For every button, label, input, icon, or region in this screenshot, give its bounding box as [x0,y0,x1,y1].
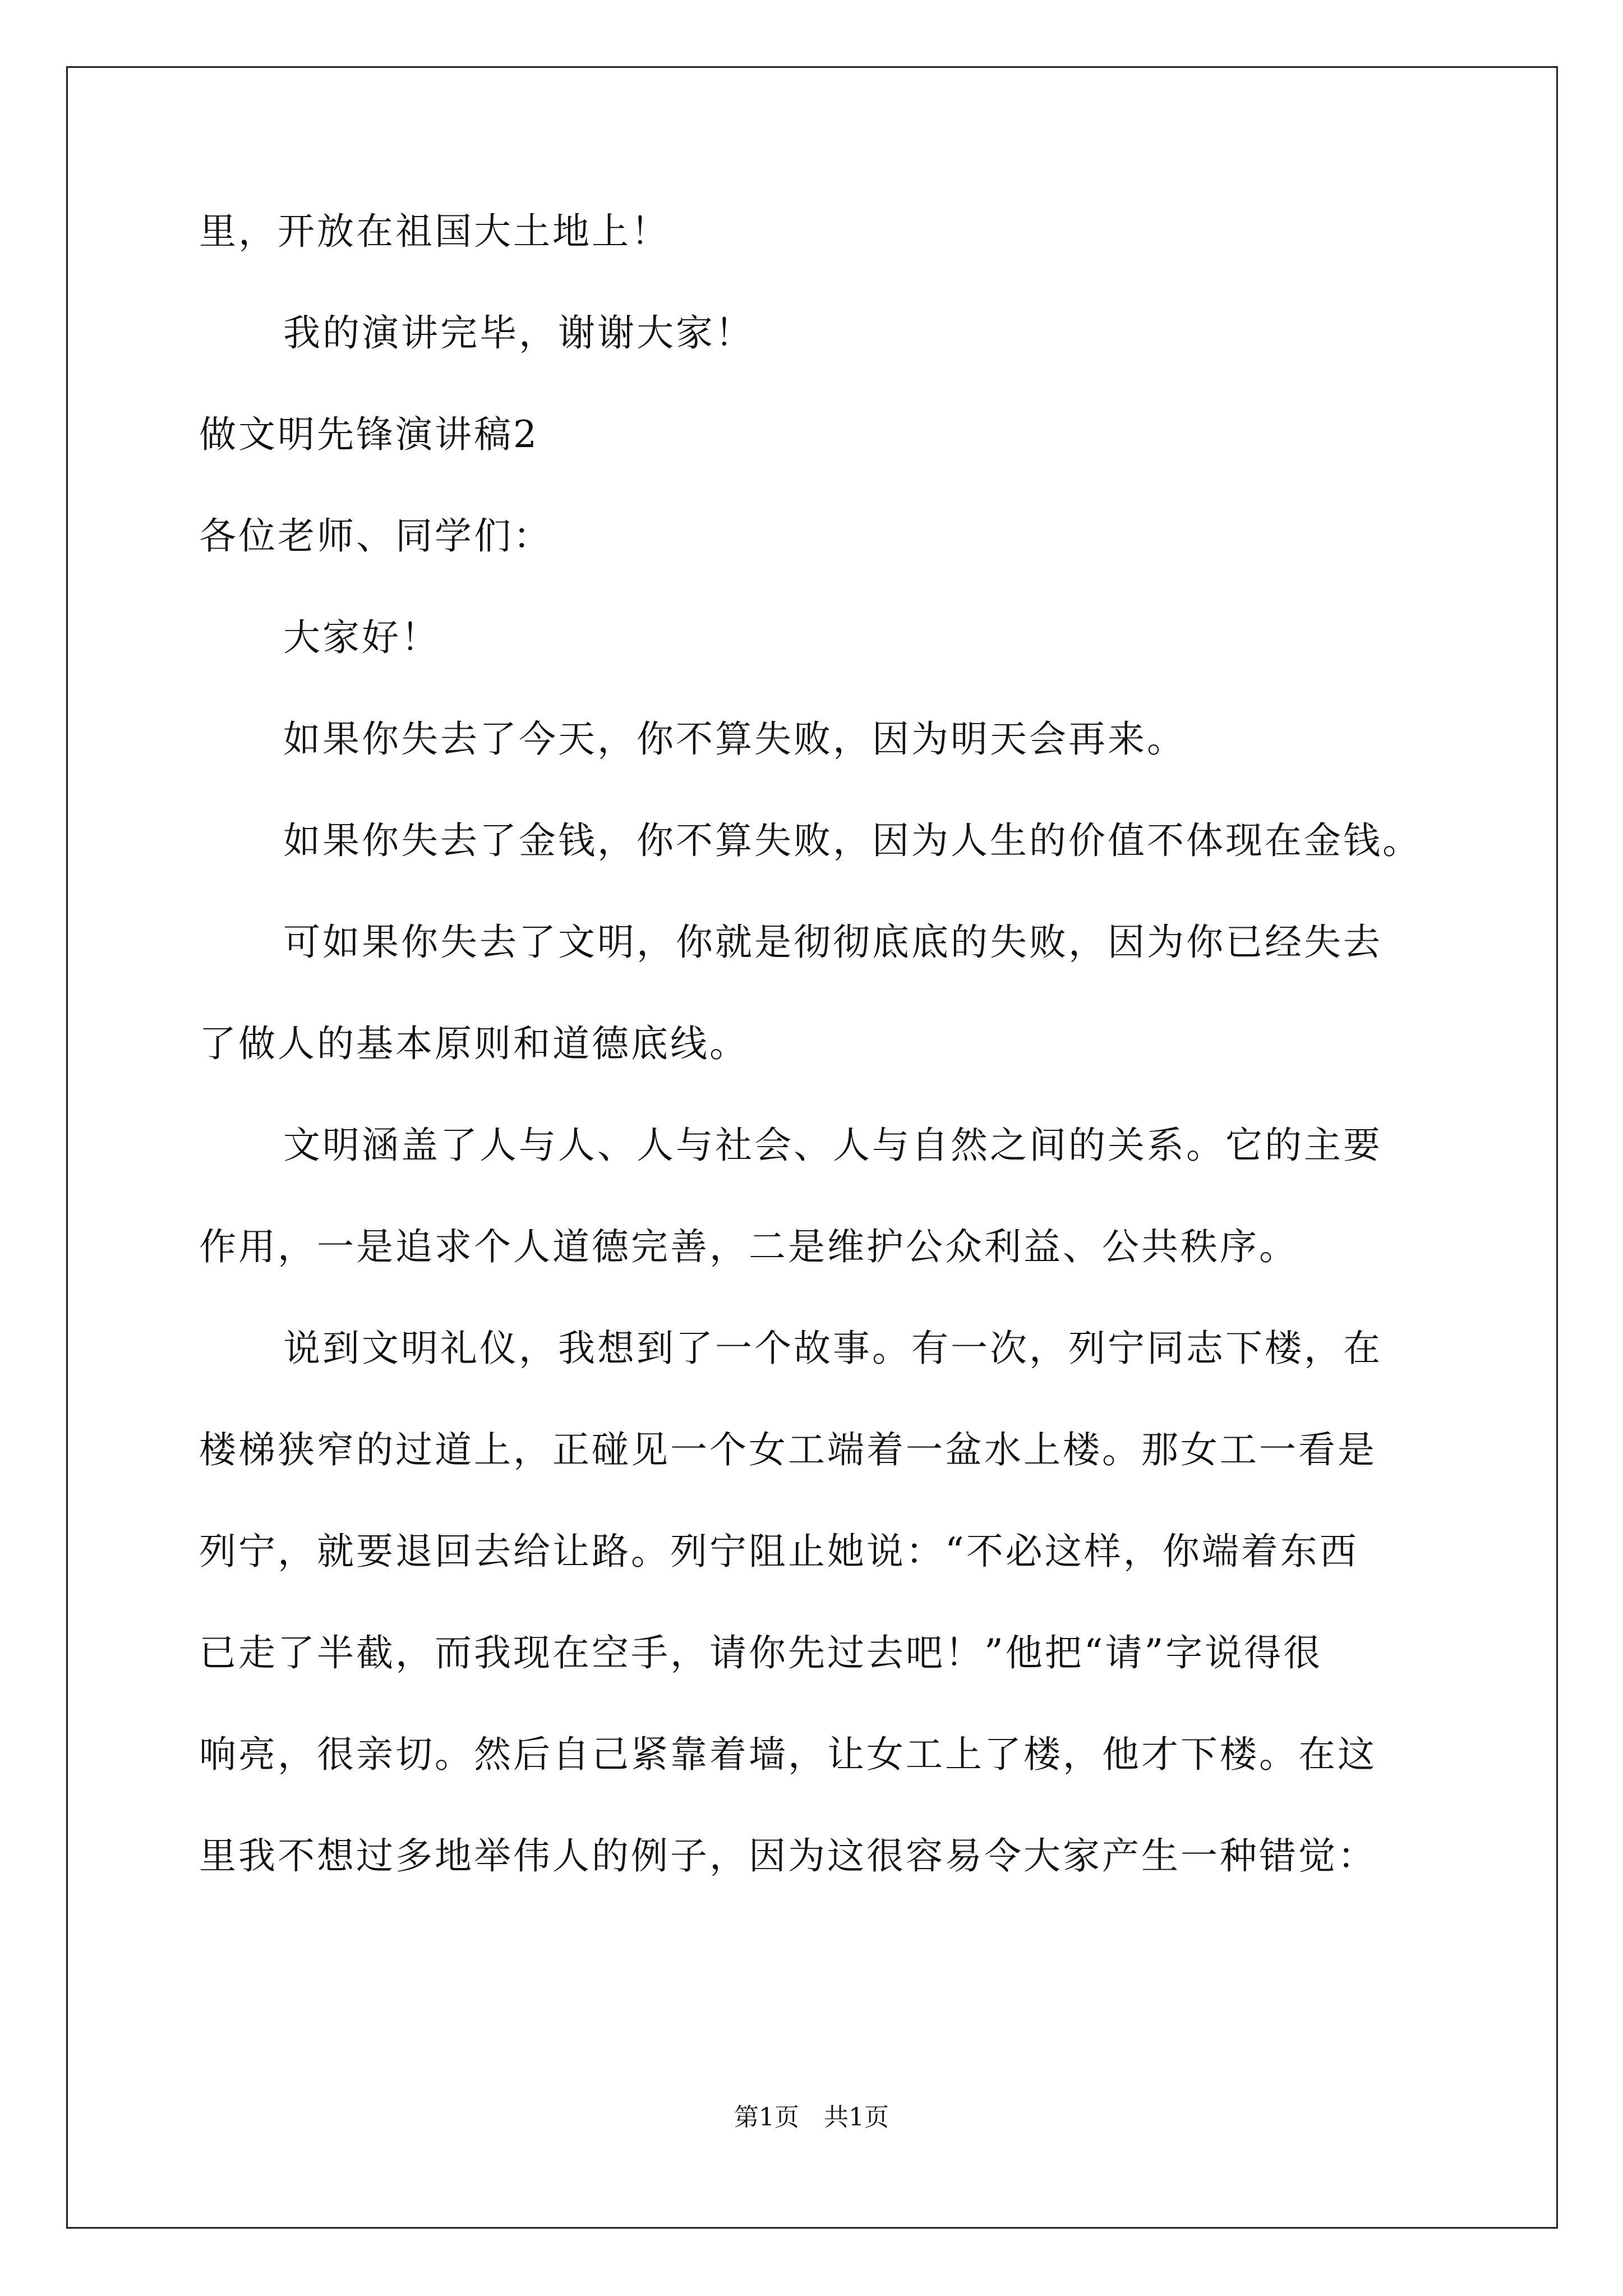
document-body [199,210,1444,1939]
text-line: 我的演讲完毕，谢谢大家！ [283,311,754,355]
text-line: 文明涵盖了人与人、人与社会、人与自然之间的关系。它的主要 [283,1124,1382,1167]
text-line: 楼梯狭窄的过道上，正碰见一个女工端着一盆水上楼。那女工一看是 [199,1428,1377,1471]
text-line: 列宁，就要退回去给让路。列宁阻止她说：“不必这样，你端着东西 [199,1530,1359,1573]
text-line: 了做人的基本原则和道德底线。 [199,1022,749,1065]
page-footer: 第1页 共1页 [734,2103,889,2132]
section-title: 做文明先锋演讲稿2 [199,413,539,456]
text-line: 可如果你失去了文明，你就是彻彻底底的失败，因为你已经失去 [283,921,1382,964]
text-line: 里我不想过多地举伟人的例子，因为这很容易令大家产生一种错觉： [199,1834,1377,1878]
text-line: 如果你失去了金钱，你不算失败，因为人生的价值不体现在金钱。 [283,819,1422,862]
text-line: 已走了半截，而我现在空手，请你先过去吧！”他把“请”字说得很 [199,1631,1323,1674]
text-line: 里，开放在祖国大土地上！ [199,210,670,253]
text-line: 说到文明礼仪，我想到了一个故事。有一次，列宁同志下楼，在 [283,1327,1382,1370]
text-line: 如果你失去了今天，你不算失败，因为明天会再来。 [283,717,1186,761]
salutation: 各位老师、同学们： [199,514,552,558]
text-line: 作用，一是追求个人道德完善，二是维护公众利益、公共秩序。 [199,1225,1298,1268]
text-line: 响亮，很亲切。然后自己紧靠着墙，让女工上了楼，他才下楼。在这 [199,1733,1377,1776]
text-line: 大家好！ [283,616,440,659]
